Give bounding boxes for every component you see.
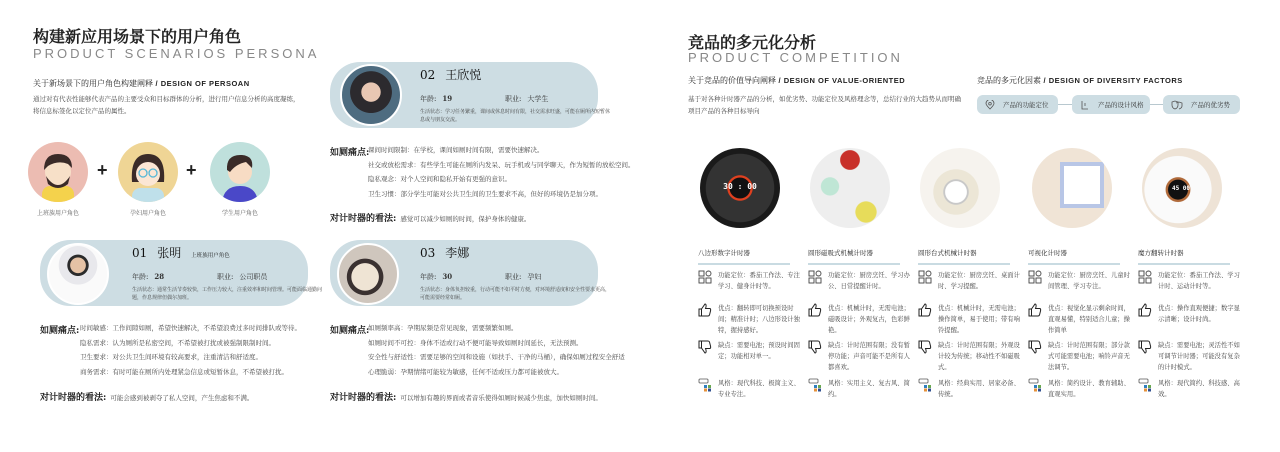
pain-label: 如厕痛点: <box>330 326 370 336</box>
product-name: 圆形台式机械计时器 <box>918 248 1010 265</box>
product-pros <box>918 303 1020 336</box>
product-name: 魔方翻转计时器 <box>1138 248 1230 265</box>
function-grid-icon <box>1138 270 1152 284</box>
persona-job <box>505 94 548 104</box>
view-label: 对计时器的看法: <box>330 214 397 224</box>
factor-function <box>977 95 1058 114</box>
persona-tag: 上班族用户角色 <box>191 253 230 259</box>
pain-item: 隐私需求：认为厕所是私密空间，不希望被打扰或被强制限制时间。 <box>80 338 275 347</box>
product-name: 圆形磁吸式机械计时器 <box>808 248 900 265</box>
persona-job <box>505 272 541 282</box>
age-value: 30 <box>442 272 453 281</box>
product-image-visual-timer <box>1032 148 1112 228</box>
product-style-text: 风格：简约设计、教育辅助、直观实用。 <box>1048 380 1130 398</box>
connector-line <box>1058 104 1072 105</box>
product-cons <box>918 340 1020 373</box>
view-text: 感觉可以减少如厕的时间，保护身体的健康。 <box>400 215 531 223</box>
pain-list <box>368 143 635 201</box>
product-function-text: 功能定位：厨房烹饪、儿童时间管理、学习专注。 <box>1048 272 1130 290</box>
product-cons <box>808 340 910 373</box>
product-function-text: 功能定位：番茄工作法、学习计时、运动计时等。 <box>1158 272 1240 290</box>
product-cons-text: 缺点：计时范围有限；外观设计较为传统；移动性不如磁吸式。 <box>938 342 1020 371</box>
competition-page-subtitle: PRODUCT COMPETITION <box>688 50 903 65</box>
product-style-text: 风格：现代科技、极简主义、专业专注。 <box>718 380 800 398</box>
pregnant-woman-avatar <box>118 142 178 202</box>
pain-item: 如厕频率高：孕期尿频是常见现象，需要频繁如厕。 <box>368 324 518 332</box>
product-function-text: 功能定位：番茄工作法、专注学习、健身计时等。 <box>718 272 800 290</box>
age-label: 年龄: <box>132 273 149 281</box>
persona-section-heading <box>33 78 250 89</box>
factor-label: 产品的设计风格 <box>1098 101 1144 109</box>
persona-desc: 生活状态：通常生活节奏较快，工作压力较大，注重效率和时间管理。可能面临通勤问题，作息规律但偶尔加班。 <box>132 287 323 301</box>
thumbs-down-icon <box>808 340 822 354</box>
age-label: 年龄: <box>420 95 437 103</box>
product-image-cube-timer <box>1142 148 1222 228</box>
product-function <box>918 270 1020 292</box>
pain-item: 社交或放松需求：有些学生可能在厕所内发呆、玩手机或与同学聊天，作为短暂的放松空间。 <box>368 160 635 169</box>
persona-photo-wang <box>340 64 402 126</box>
heading-en: / DESIGN OF DIVERSITY FACTORS <box>1043 76 1183 85</box>
function-grid-icon <box>918 270 932 284</box>
product-style-text: 风格：经典实用、居家必备、传统。 <box>938 380 1020 398</box>
job-label: 职业: <box>505 273 522 281</box>
pain-label: 如厕痛点: <box>330 148 370 158</box>
pain-item: 课间时间限制：在学校，课间如厕时间有限，需要快速解决。 <box>368 146 544 154</box>
product-function <box>698 270 800 292</box>
pain-list <box>80 321 301 379</box>
thumbs-down-icon <box>698 340 712 354</box>
persona-age <box>420 94 452 104</box>
persona-page-title: 构建新应用场景下的用户角色 <box>33 27 242 46</box>
persona-name-text: 张明 <box>157 246 182 260</box>
factor-pros-cons <box>1163 95 1240 114</box>
persona-number: 01 <box>132 246 148 260</box>
thumbs-up-icon <box>1138 303 1152 317</box>
product-image-magnetic-timer <box>810 148 890 228</box>
thumbs-up-icon <box>808 303 822 317</box>
heading-en: / DESIGN OF PERSOAN <box>155 79 250 88</box>
timer-view <box>330 390 602 403</box>
style-palette-icon <box>808 378 822 392</box>
product-pros-text: 优点：视觉化显示剩余时间，直观易懂，特别适合儿童；操作简单 <box>1048 305 1130 334</box>
product-style <box>1138 378 1240 400</box>
pain-item: 安全性与舒适性：需要足够的空间和设施（如扶手、干净的马桶），确保如厕过程安全舒适 <box>368 353 625 361</box>
product-cons <box>698 340 800 362</box>
pain-item: 时间敏感：工作间隙如厕，希望快速解决，不希望浪费过多时间排队或等待。 <box>80 324 301 332</box>
heading-cn: 竞品的多元化因素 <box>977 76 1041 85</box>
product-style <box>1028 378 1130 400</box>
style-palette-icon <box>1138 378 1152 392</box>
product-style <box>808 378 910 400</box>
product-pros <box>698 303 800 336</box>
heading-cn: 关于竞品的价值导向阐释 <box>688 76 776 85</box>
product-function <box>808 270 910 292</box>
product-column <box>1028 248 1130 398</box>
product-image-desk-timer <box>920 148 1000 228</box>
product-function-text: 功能定位：厨房烹饪、学习办公、日常提醒计时。 <box>828 272 910 290</box>
function-grid-icon <box>1028 270 1042 284</box>
age-value: 28 <box>154 272 165 281</box>
product-cons-text: 缺点：需要电池；灵活性不如可调节计时器；可能没有复杂的计时模式。 <box>1158 342 1240 371</box>
product-pros-text: 优点：翻转即可切换预设时间；精准计时；八边形设计独特，握持感好。 <box>718 305 800 334</box>
product-pros-text: 优点：机械计时，无需电池；操作简单，易于使用；带有响铃提醒。 <box>938 305 1020 334</box>
product-function <box>1028 270 1130 292</box>
pain-item: 卫生要求：对公共卫生间环境有较高要求，注重清洁和舒适度。 <box>80 353 262 361</box>
job-value: 孕妇 <box>527 273 542 281</box>
product-style <box>918 378 1020 400</box>
product-image-octagon-timer <box>700 148 780 228</box>
persona-age <box>420 272 452 282</box>
persona-desc: 生活状态：学习任务繁重，课间或休息时间有限，社交需求旺盛，可能在厕所内短暂休息或与朋友交流。 <box>420 109 611 123</box>
persona-age <box>132 272 164 282</box>
product-pros <box>1138 303 1240 325</box>
factor-label: 产品的优劣势 <box>1191 101 1230 109</box>
persona-page-subtitle: PRODUCT SCENARIOS PERSONA <box>33 46 320 61</box>
job-label: 职业: <box>505 95 522 103</box>
product-pros <box>1028 303 1130 336</box>
thumbs-down-icon <box>1028 340 1042 354</box>
location-pin-icon <box>985 100 995 110</box>
heading-en: / DESIGN OF VALUE-ORIENTED <box>778 76 906 85</box>
job-label: 职业: <box>217 273 234 281</box>
product-cons <box>1138 340 1240 373</box>
competition-intro: 基于对各种计时器产品的分析，如优劣势、功能定位及风格理念等，总结行业的大趋势从而明确项目产品的各种目标导向 <box>688 95 961 115</box>
style-palette-icon <box>1028 378 1042 392</box>
thumbs-up-icon <box>1028 303 1042 317</box>
product-column <box>1138 248 1240 398</box>
job-value: 公司职员 <box>239 273 268 281</box>
view-label: 对计时器的看法: <box>330 393 397 403</box>
product-style-text: 风格：现代简约、科技感、高效。 <box>1158 380 1240 398</box>
thumbs-up-icon <box>918 303 932 317</box>
pain-list <box>368 321 625 379</box>
plus-sign: + <box>186 160 197 180</box>
timer-view <box>40 390 253 403</box>
factor-design <box>1072 95 1150 114</box>
persona-desc: 生活状态：身体负担较重，行动可能不如平时方便，对环境舒适度和安全性要求更高，可能需要经常如厕。 <box>420 287 611 301</box>
pregnant-woman-avatar-label: 孕妇用户角色 <box>129 210 166 217</box>
persona-intro: 通过对有代表性能够代表产品的主要受众和目标群体的分析，进行用户信息分析的高度凝练，将信息标签化以定位产品的属性。 <box>33 95 300 115</box>
function-grid-icon <box>698 270 712 284</box>
competition-page-title: 竞品的多元化分析 <box>688 33 817 52</box>
product-pros-text: 优点：机械计时，无需电池；磁吸设计；外观复古，色彩鲜艳。 <box>828 305 910 334</box>
product-name: 可视化计时器 <box>1028 248 1120 265</box>
factor-label: 产品的功能定位 <box>1003 101 1049 109</box>
product-pros <box>808 303 910 336</box>
persona-number: 02 <box>420 68 436 82</box>
age-value: 19 <box>442 94 453 103</box>
job-value: 大学生 <box>527 95 549 103</box>
value-section-heading <box>688 75 905 86</box>
thumbs-up-icon <box>698 303 712 317</box>
product-cons <box>1028 340 1130 373</box>
product-function <box>1138 270 1240 292</box>
product-column <box>698 248 800 398</box>
pain-item: 商务需求：有时可能在厕所内处理紧急信息或短暂休息，不希望被打扰。 <box>80 367 288 376</box>
style-palette-icon <box>918 378 932 392</box>
timer-view <box>330 211 530 224</box>
product-cons-text: 缺点：需要电池；预设时间固定；功能相对单一。 <box>718 342 800 360</box>
product-function-text: 功能定位：厨房烹饪、桌面计时、学习提醒。 <box>938 272 1020 290</box>
product-cons-text: 缺点：计时范围有限；没有暂停功能；声音可能不是所有人都喜欢。 <box>828 342 910 371</box>
product-style-text: 风格：实用主义、复古风、简约。 <box>828 380 910 398</box>
persona-name <box>420 66 481 83</box>
pain-item: 隐私观念：对个人空间和隐私开始有更强的意识。 <box>368 175 511 183</box>
plus-sign: + <box>97 160 108 180</box>
persona-photo-zhang <box>47 243 109 305</box>
heading-cn: 关于新场景下的用户角色构建阐释 <box>33 79 153 88</box>
product-column <box>808 248 910 398</box>
timer-display: 45 00 <box>1171 185 1191 192</box>
age-label: 年龄: <box>420 273 437 281</box>
pain-item: 心理脆弱：孕期情绪可能较为敏感，任何不适或压力都可能被放大。 <box>368 367 563 376</box>
office-worker-avatar <box>28 142 88 202</box>
office-worker-avatar-label: 上班族用户角色 <box>36 210 79 217</box>
pain-item: 卫生习惯：部分学生可能对公共卫生间的卫生要求不高，但好的环境仍是加分项。 <box>368 189 602 198</box>
shield-icon <box>1171 100 1183 110</box>
timer-display: 30 : 00 <box>723 182 757 191</box>
persona-name <box>420 244 469 261</box>
student-avatar-label: 学生用户角色 <box>221 210 258 217</box>
pain-label: 如厕痛点: <box>40 326 80 336</box>
style-palette-icon <box>698 378 712 392</box>
connector-line <box>1150 104 1163 105</box>
student-avatar <box>210 142 270 202</box>
product-name: 八边形数字计时器 <box>698 248 790 265</box>
persona-name-text: 王欣悦 <box>445 68 482 82</box>
persona-name-text: 李娜 <box>445 246 470 260</box>
persona-name <box>132 244 230 261</box>
view-text: 可能会感到被剥夺了私人空间，产生焦虑和不满。 <box>110 394 254 402</box>
factors-heading <box>977 75 1183 86</box>
product-cons-text: 缺点：计时范围有限；部分款式可能需要电池；响铃声音无法调节。 <box>1048 342 1130 371</box>
design-frame-icon <box>1080 100 1090 110</box>
product-column <box>918 248 1020 398</box>
function-grid-icon <box>808 270 822 284</box>
thumbs-down-icon <box>1138 340 1152 354</box>
pain-item: 如厕时间不可控：身体不适或行动不便可能导致如厕时间延长，无法预测。 <box>368 338 583 347</box>
persona-number: 03 <box>420 246 436 260</box>
thumbs-down-icon <box>918 340 932 354</box>
view-label: 对计时器的看法: <box>40 393 107 403</box>
product-pros-text: 优点：操作直观便捷；数字显示清晰；设计时尚。 <box>1158 305 1240 323</box>
view-text: 可以增加有趣的界面或者音乐使得如厕时候减少焦虑，加快如厕时间。 <box>400 394 602 402</box>
persona-job <box>217 272 267 282</box>
persona-photo-li <box>337 243 399 305</box>
product-style <box>698 378 800 400</box>
